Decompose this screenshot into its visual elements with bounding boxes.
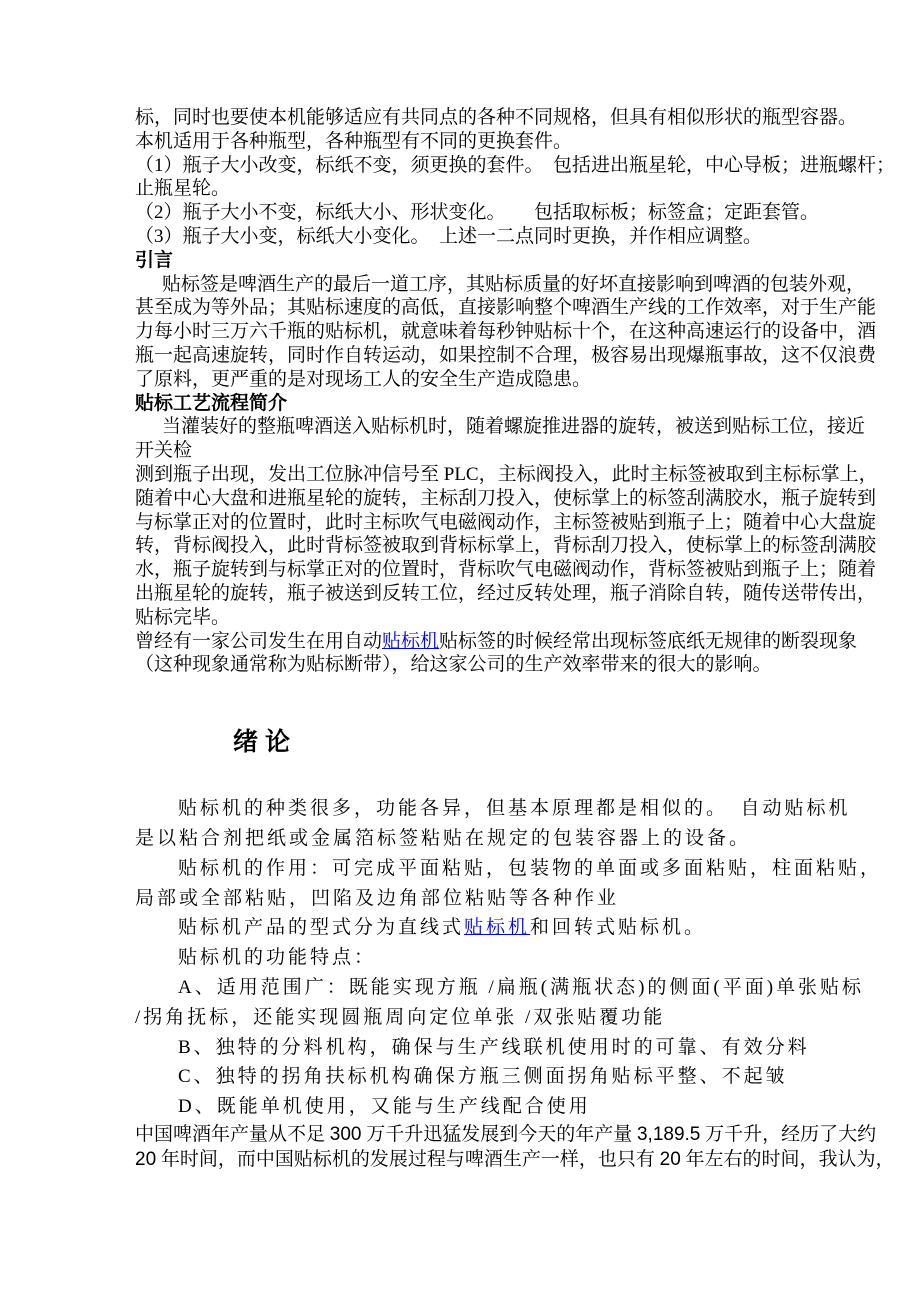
- text-line: [135, 582, 877, 606]
- text-line: [135, 296, 877, 320]
- text-line: [135, 106, 858, 130]
- text-segment: 瓶一起高速旋转，同时作自转运动，如果控制不合理，极容易出现爆瓶事故，这不仅浪费: [135, 344, 877, 366]
- text-segment: 局部或全部粘贴，凹陷及边角部位粘贴等各种作业: [135, 887, 620, 909]
- text-line: [135, 368, 795, 392]
- text-segment: （3）瓶子大小变，标纸大小变化。 上述一二点同时更换，并作相应调整。: [135, 225, 763, 247]
- numeric-value: 300: [329, 1123, 362, 1145]
- section-heading: [135, 249, 795, 273]
- text-line: [135, 320, 877, 344]
- text-segment: 曾经有一家公司发生在用自动: [135, 630, 383, 652]
- text-segment: 和回转式贴标机。: [530, 917, 707, 939]
- text-segment: 甚至成为等外品；其贴标速度的高低，直接影响整个啤酒生产线的工作效率，对于生产能: [135, 297, 877, 319]
- chapter-title: 绪论: [233, 728, 298, 757]
- text-line: [135, 463, 878, 487]
- text-segment: 标，同时也要使本机能够适应有共同点的各种不同规格，但具有相似形状的瓶型容器。: [135, 107, 858, 128]
- text-segment: 测到瓶子出现，发出工位脉冲信号至 PLC，主标阀投入，此时主标签被取到主标标掌上，: [135, 463, 878, 485]
- document-content: [135, 106, 896, 1172]
- text-line: [135, 943, 795, 973]
- text-line: [135, 273, 866, 297]
- text-segment: （这种现象通常称为贴标断带），给这家公司的生产效率带来的很大的影响。: [135, 654, 772, 676]
- text-line: [135, 1092, 795, 1122]
- text-line: [135, 511, 877, 535]
- section-intro-and-process: [135, 106, 896, 677]
- text-segment: （2）瓶子大小不变，标纸大小、形状变化。 包括取标板；标签盒；定距套管。: [135, 202, 820, 224]
- labeling-machine-hyperlink[interactable]: 贴标机: [464, 917, 531, 939]
- text-segment: 贴标签是啤酒生产的最后一道工序，其贴标质量的好坏直接影响到啤酒的包装外观，: [162, 273, 866, 295]
- text-segment: 万千升，经历了大约: [700, 1123, 877, 1145]
- text-line: [135, 824, 795, 854]
- text-segment: /拐角抚标，还能实现圆瓶周向定位单张 /双张贴覆功能: [135, 1006, 666, 1028]
- text-segment: 年时间，而中国贴标机的发展过程与啤酒生产一样，也只有: [156, 1148, 660, 1170]
- labeling-machine-hyperlink[interactable]: 贴标机: [382, 630, 440, 652]
- text-segment: 贴标机的种类很多，功能各异，但基本原理都是相似的。 自动贴标机: [178, 798, 851, 820]
- text-segment: 年左右的时间，我认为，: [680, 1148, 895, 1170]
- text-segment: 引言: [135, 249, 174, 271]
- text-segment: 止瓶星轮。: [135, 178, 231, 200]
- text-segment: 开关检: [135, 440, 193, 462]
- text-line: [135, 1033, 810, 1063]
- section-overview: [135, 794, 883, 1122]
- text-segment: C、独特的拐角扶标机构确保方瓶三侧面拐角贴标平整、不起皱: [178, 1066, 788, 1088]
- numeric-value: 20: [135, 1148, 157, 1170]
- text-segment: D、既能单机使用，又能与生产线配合使用: [178, 1096, 591, 1118]
- text-line: [135, 653, 795, 677]
- text-line: [135, 1003, 795, 1033]
- numeric-value: 3,189.5: [636, 1123, 701, 1145]
- text-line: [135, 177, 795, 201]
- text-line: [135, 606, 795, 630]
- text-line: [135, 201, 820, 225]
- text-segment: 当灌装好的整瓶啤酒送入贴标机时，随着螺旋推进器的旋转，被送到贴标工位，接近: [162, 416, 866, 438]
- text-segment: 随着中心大盘和进瓶星轮的旋转，主标刮刀投入，使标掌上的标签刮满胶水，瓶子旋转到: [135, 487, 877, 509]
- text-line: [135, 154, 896, 178]
- text-line: [135, 225, 795, 249]
- text-line: [135, 130, 795, 154]
- text-segment: 水，瓶子旋转到与标掌正对的位置时，背标吹气电磁阀动作，背标签被贴到瓶子上；随着: [135, 559, 877, 581]
- text-line: [135, 1147, 895, 1172]
- text-segment: 出瓶星轮的旋转，瓶子被送到反转工位，经过反转处理，瓶子消除自转，随传送带传出，: [135, 582, 877, 604]
- text-segment: 贴标机的功能特点：: [178, 947, 377, 969]
- text-line: [135, 439, 795, 463]
- text-segment: 贴标工艺流程简介: [135, 392, 288, 414]
- text-segment: B、独特的分料机构，确保与生产线联机使用时的可靠、有效分料: [178, 1036, 810, 1058]
- text-line: [135, 884, 795, 914]
- text-line: [135, 344, 877, 368]
- text-line: [135, 630, 858, 654]
- text-segment: 了原料，更严重的是对现场工人的安全生产造成隐患。: [135, 368, 592, 390]
- text-segment: （1）瓶子大小改变，标纸不变，须更换的套件。 包括进出瓶星轮，中心导板；进瓶螺杆；: [135, 154, 896, 176]
- text-line: [135, 973, 865, 1003]
- text-segment: 本机适用于各种瓶型，各种瓶型有不同的更换套件。: [135, 130, 573, 152]
- text-line: [135, 794, 851, 824]
- section-beer-production-stats: [135, 1122, 895, 1172]
- text-segment: 与标掌正对的位置时，此时主标吹气电磁阀动作，主标签被贴到瓶子上；随着中心大盘旋: [135, 511, 877, 533]
- text-segment: 万千升迅猛发展到今天的年产量: [361, 1123, 637, 1145]
- text-segment: 贴标完毕。: [135, 606, 231, 628]
- text-line: [135, 1122, 877, 1147]
- text-segment: 中国啤酒年产量从不足: [135, 1123, 330, 1145]
- text-segment: 转，背标阀投入，此时背标签被取到背标标掌上，背标刮刀投入，使标掌上的标签刮满胶: [135, 535, 877, 557]
- text-segment: 贴标签的时候经常出现标签底纸无规律的断裂现象: [439, 630, 858, 652]
- text-segment: 是以粘合剂把纸或金属箔标签粘贴在规定的包装容器上的设备。: [135, 827, 752, 849]
- numeric-value: 20: [659, 1148, 681, 1170]
- text-line: [135, 534, 877, 558]
- text-segment: 力每小时三万六千瓶的贴标机，就意味着每秒钟贴标十个，在这种高速运行的设备中，酒: [135, 321, 877, 343]
- text-line: [135, 558, 877, 582]
- text-line: [135, 487, 877, 511]
- text-segment: 贴标机的作用：可完成平面粘贴，包装物的单面或多面粘贴，柱面粘贴，: [178, 857, 883, 879]
- text-line: [135, 1062, 795, 1092]
- text-line: [135, 415, 866, 439]
- text-segment: 贴标机产品的型式分为直线式: [178, 917, 465, 939]
- text-line: [135, 913, 795, 943]
- text-line: [135, 854, 883, 884]
- section-heading: [135, 392, 795, 416]
- text-segment: A、适用范围广：既能实现方瓶 /扁瓶(满瓶状态)的侧面(平面)单张贴标: [178, 976, 865, 998]
